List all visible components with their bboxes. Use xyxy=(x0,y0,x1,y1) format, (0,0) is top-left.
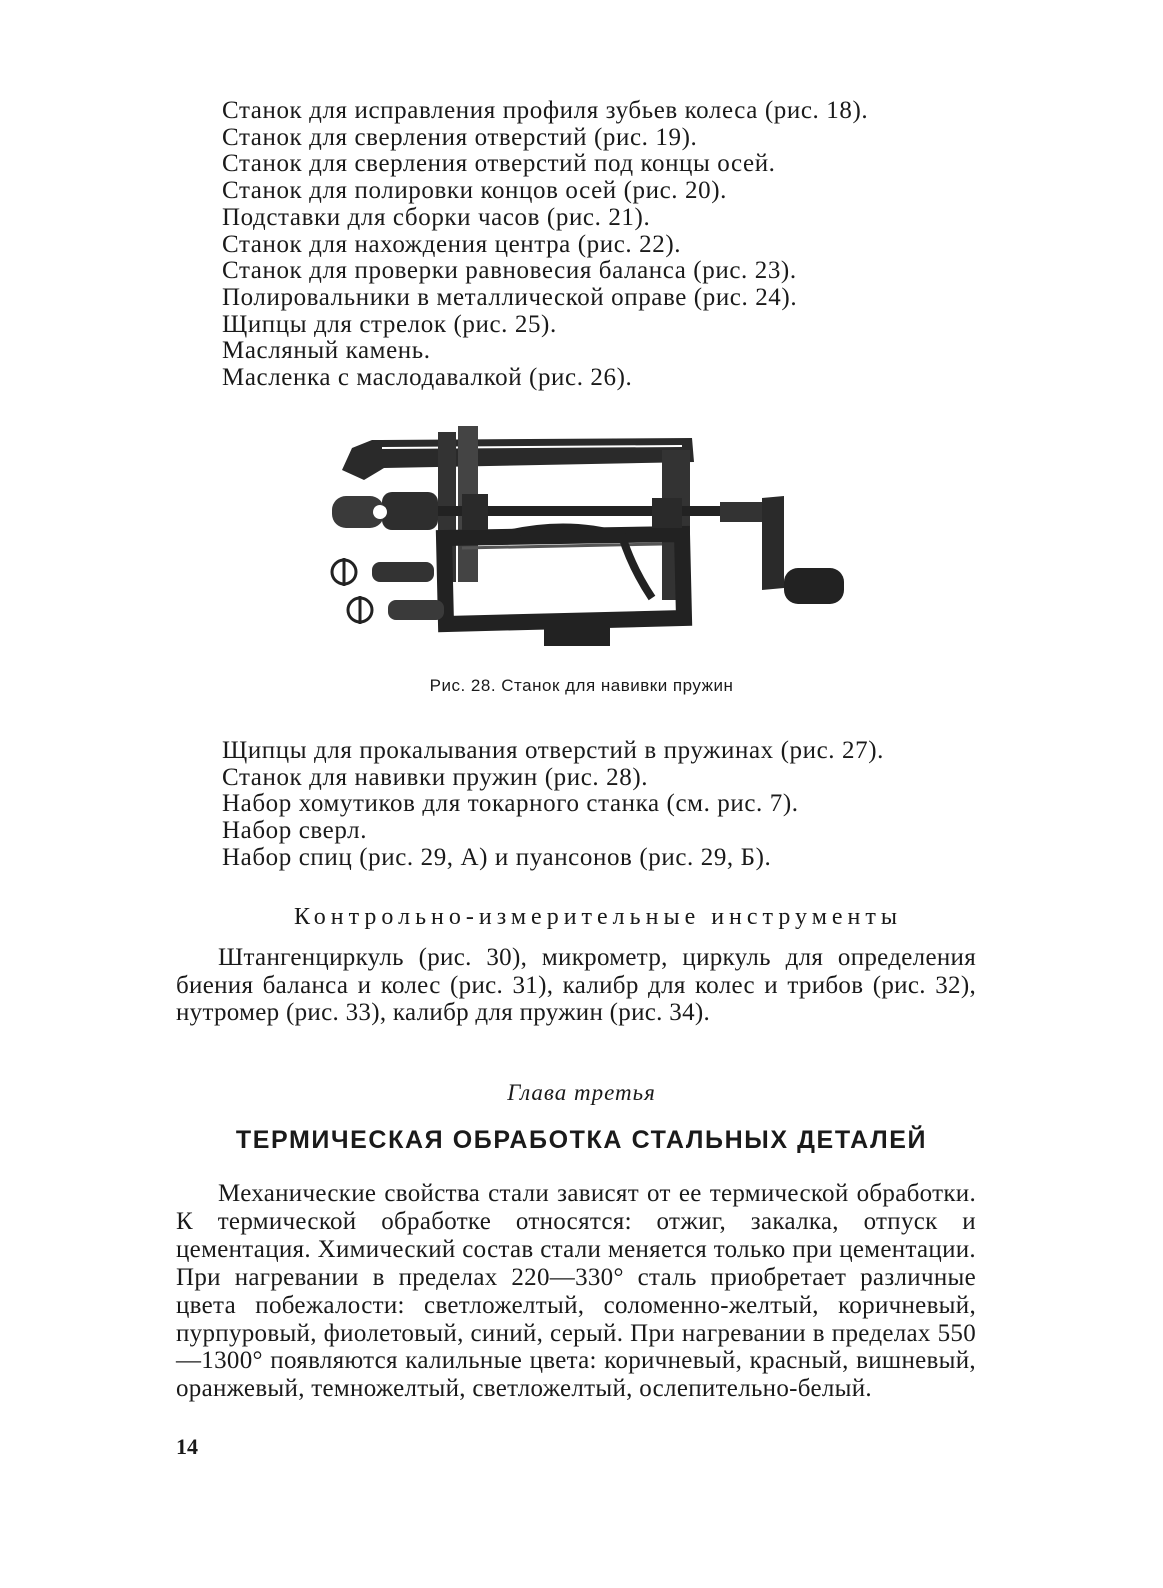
list-item: Масляный камень. xyxy=(222,337,431,365)
list-item: Масленка с маслодавалкой (рис. 26). xyxy=(222,364,633,392)
tool-list-top xyxy=(222,98,1002,392)
list-item: Станок для сверления отверстий (рис. 19). xyxy=(222,123,698,151)
list-item: Щипцы для стрелок (рис. 25). xyxy=(222,310,557,338)
instruments-paragraph: Штангенциркуль (рис. 30), микрометр, циркуль для определения биения баланса и колес (рис. 31), калибр для колес и трибов (рис. 32), нутромер (рис. 33), калибр для пружин (рис. 34). xyxy=(176,944,976,1027)
list-item: Станок для проверки равновесия баланса (рис. 23). xyxy=(222,257,797,285)
section-subheading: Контрольно-измерительные инструменты xyxy=(293,904,902,930)
steel-paragraph: Механические свойства стали зависят от ее термической обработки. К термической обработке относятся: отжиг, закалка, отпуск и цементация. Химический состав стали меняется только при цементации. При нагревании в пределах 220—330° сталь приобретает различные цвета побежалости: светложелтый, соломенно-желтый, коричневый, пурпуровый, фиолетовый, синий, серый. При нагревании в пределах 550—1300° появляются калильные цвета: коричневый, красный, вишневый, оранжевый, темножелтый, светложелтый, ослепительно-белый. xyxy=(176,1180,976,1403)
list-item: Станок для сверления отверстий под концы осей. xyxy=(222,150,776,178)
page-number: 14 xyxy=(176,1434,198,1459)
list-item: Полировальники в металлической оправе (рис. 24). xyxy=(222,283,798,311)
list-item: Набор спиц (рис. 29, А) и пуансонов (рис. 29, Б). xyxy=(222,843,772,871)
list-item: Станок для навивки пружин (рис. 28). xyxy=(222,763,649,791)
chapter-title: ТЕРМИЧЕСКАЯ ОБРАБОТКА СТАЛЬНЫХ ДЕТАЛЕЙ xyxy=(235,1126,928,1154)
figure-caption: Рис. 28. Станок для навивки пружин xyxy=(429,676,734,695)
spring-winding-machine-illustration xyxy=(322,418,862,654)
list-item: Подставки для сборки часов (рис. 21). xyxy=(222,203,651,231)
list-item: Набор сверл. xyxy=(222,817,368,845)
list-item: Набор хомутиков для токарного станка (см. рис. 7). xyxy=(222,790,799,818)
list-item: Щипцы для прокалывания отверстий в пружинах (рис. 27). xyxy=(222,737,884,764)
chapter-label: Глава третья xyxy=(507,1080,656,1105)
list-item: Станок для полировки концов осей (рис. 20). xyxy=(222,177,727,205)
list-item: Станок для исправления профиля зубьев колеса (рис. 18). xyxy=(222,97,869,124)
list-item: Станок для нахождения центра (рис. 22). xyxy=(222,230,682,258)
tool-list-bottom xyxy=(222,738,1002,872)
